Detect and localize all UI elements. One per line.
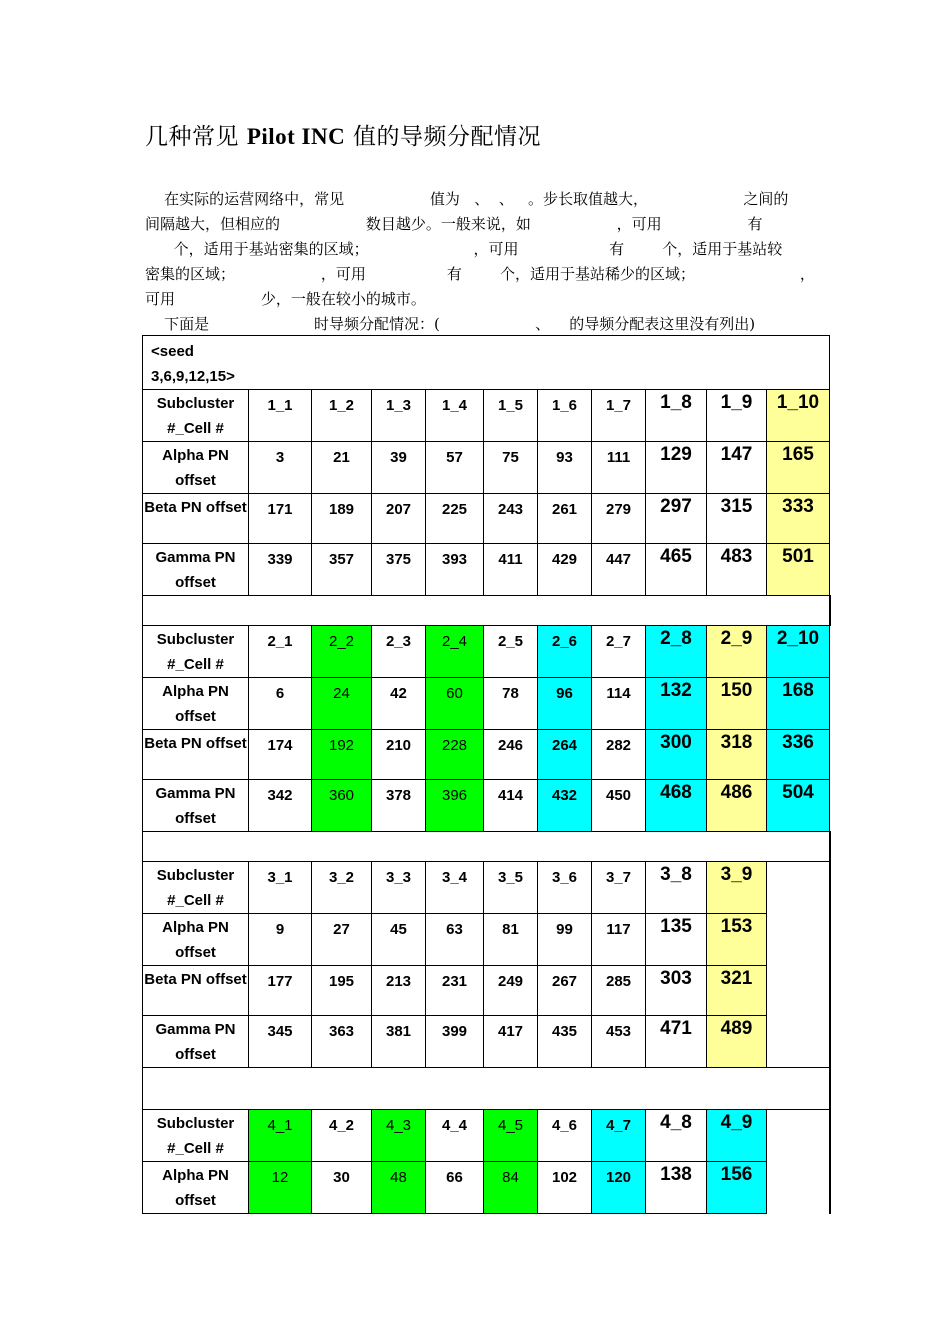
value-cell: 246 bbox=[484, 730, 538, 780]
beta-pn-row bbox=[143, 966, 830, 1016]
spacer-cell bbox=[143, 596, 830, 626]
empty-cell bbox=[767, 1110, 830, 1162]
value-cell: 1_1 bbox=[249, 390, 312, 442]
value-cell: 3_5 bbox=[484, 862, 538, 914]
seed-cell: <seed 3,6,9,12,15> bbox=[143, 336, 249, 390]
value-cell: 4_7 bbox=[592, 1110, 646, 1162]
value-cell: 117 bbox=[592, 914, 646, 966]
row-label: Alpha PN offset bbox=[143, 678, 249, 730]
value-cell: 303 bbox=[646, 966, 707, 1016]
value-cell: 96 bbox=[538, 678, 592, 730]
value-cell: 45 bbox=[372, 914, 426, 966]
title-suffix: 值的导频分配情况 bbox=[353, 124, 542, 150]
value-cell: 2_9 bbox=[707, 626, 767, 678]
title-prefix: 几种常见 bbox=[145, 124, 239, 150]
paragraph-line: 下面是 时导频分配情况：( 、 的导频分配表这里没有列出) bbox=[145, 315, 756, 333]
value-cell: 345 bbox=[249, 1016, 312, 1068]
spacer-row bbox=[143, 832, 830, 862]
value-cell: 120 bbox=[592, 1162, 646, 1214]
empty-cell bbox=[767, 966, 830, 1016]
value-cell: 3_6 bbox=[538, 862, 592, 914]
value-cell: 225 bbox=[426, 494, 484, 544]
value-cell: 342 bbox=[249, 780, 312, 832]
value-cell: 1_3 bbox=[372, 390, 426, 442]
value-cell: 243 bbox=[484, 494, 538, 544]
row-label: Gamma PN offset bbox=[143, 1016, 249, 1068]
value-cell: 63 bbox=[426, 914, 484, 966]
value-cell: 4_4 bbox=[426, 1110, 484, 1162]
value-cell: 138 bbox=[646, 1162, 707, 1214]
value-cell: 192 bbox=[312, 730, 372, 780]
value-cell: 4_5 bbox=[484, 1110, 538, 1162]
value-cell: 3_7 bbox=[592, 862, 646, 914]
value-cell: 3_4 bbox=[426, 862, 484, 914]
row-label: Beta PN offset bbox=[143, 494, 249, 544]
value-cell: 501 bbox=[767, 544, 830, 596]
value-cell: 432 bbox=[538, 780, 592, 832]
empty-cell bbox=[767, 1162, 830, 1214]
value-cell: 3_2 bbox=[312, 862, 372, 914]
value-cell: 27 bbox=[312, 914, 372, 966]
value-cell: 1_2 bbox=[312, 390, 372, 442]
value-cell: 81 bbox=[484, 914, 538, 966]
value-cell: 42 bbox=[372, 678, 426, 730]
value-cell: 447 bbox=[592, 544, 646, 596]
value-cell: 4_8 bbox=[646, 1110, 707, 1162]
alpha-pn-row bbox=[143, 678, 830, 730]
value-cell: 4_1 bbox=[249, 1110, 312, 1162]
subcluster-row bbox=[143, 1110, 830, 1162]
value-cell: 465 bbox=[646, 544, 707, 596]
value-cell: 1_5 bbox=[484, 390, 538, 442]
value-cell: 414 bbox=[484, 780, 538, 832]
paragraph-line: 密集的区域； ，可用 有 个，适用于基站稀少的区域； ， bbox=[145, 265, 815, 283]
value-cell: 78 bbox=[484, 678, 538, 730]
value-cell: 4_6 bbox=[538, 1110, 592, 1162]
value-cell: 486 bbox=[707, 780, 767, 832]
value-cell: 483 bbox=[707, 544, 767, 596]
value-cell: 174 bbox=[249, 730, 312, 780]
value-cell: 1_7 bbox=[592, 390, 646, 442]
row-label: Subcluster #_Cell # bbox=[143, 1110, 249, 1162]
value-cell: 21 bbox=[312, 442, 372, 494]
value-cell: 249 bbox=[484, 966, 538, 1016]
value-cell: 315 bbox=[707, 494, 767, 544]
row-label: Gamma PN offset bbox=[143, 544, 249, 596]
value-cell: 333 bbox=[767, 494, 830, 544]
title-bold: Pilot INC bbox=[246, 124, 346, 149]
value-cell: 267 bbox=[538, 966, 592, 1016]
subcluster-row bbox=[143, 626, 830, 678]
row-label: Beta PN offset bbox=[143, 730, 249, 780]
value-cell: 300 bbox=[646, 730, 707, 780]
value-cell: 279 bbox=[592, 494, 646, 544]
value-cell: 171 bbox=[249, 494, 312, 544]
value-cell: 285 bbox=[592, 966, 646, 1016]
value-cell: 132 bbox=[646, 678, 707, 730]
value-cell: 450 bbox=[592, 780, 646, 832]
value-cell: 231 bbox=[426, 966, 484, 1016]
value-cell: 3_1 bbox=[249, 862, 312, 914]
paragraph-line: 在实际的运营网络中，常见 值为 、 、 。步长取值越大， 之间的 bbox=[145, 190, 789, 208]
spacer-row bbox=[143, 596, 830, 626]
value-cell: 213 bbox=[372, 966, 426, 1016]
value-cell: 111 bbox=[592, 442, 646, 494]
empty-cell bbox=[767, 1016, 830, 1068]
value-cell: 399 bbox=[426, 1016, 484, 1068]
value-cell: 4_2 bbox=[312, 1110, 372, 1162]
value-cell: 264 bbox=[538, 730, 592, 780]
value-cell: 129 bbox=[646, 442, 707, 494]
beta-pn-row bbox=[143, 730, 830, 780]
value-cell: 2_6 bbox=[538, 626, 592, 678]
row-label: Alpha PN offset bbox=[143, 914, 249, 966]
paragraph-line: 间隔越大，但相应的 数目越少。一般来说，如 ，可用 有 bbox=[145, 215, 763, 233]
value-cell: 4_3 bbox=[372, 1110, 426, 1162]
empty-cell bbox=[767, 862, 830, 914]
value-cell: 1_9 bbox=[707, 390, 767, 442]
value-cell: 435 bbox=[538, 1016, 592, 1068]
value-cell: 150 bbox=[707, 678, 767, 730]
row-label: Beta PN offset bbox=[143, 966, 249, 1016]
value-cell: 2_7 bbox=[592, 626, 646, 678]
value-cell: 339 bbox=[249, 544, 312, 596]
value-cell: 318 bbox=[707, 730, 767, 780]
row-label: Alpha PN offset bbox=[143, 1162, 249, 1214]
value-cell: 93 bbox=[538, 442, 592, 494]
value-cell: 1_4 bbox=[426, 390, 484, 442]
value-cell: 168 bbox=[767, 678, 830, 730]
seed-spacer bbox=[249, 336, 830, 390]
value-cell: 60 bbox=[426, 678, 484, 730]
value-cell: 2_1 bbox=[249, 626, 312, 678]
value-cell: 468 bbox=[646, 780, 707, 832]
value-cell: 282 bbox=[592, 730, 646, 780]
value-cell: 1_8 bbox=[646, 390, 707, 442]
alpha-pn-row bbox=[143, 442, 830, 494]
value-cell: 396 bbox=[426, 780, 484, 832]
value-cell: 12 bbox=[249, 1162, 312, 1214]
value-cell: 336 bbox=[767, 730, 830, 780]
value-cell: 393 bbox=[426, 544, 484, 596]
gamma-pn-row bbox=[143, 780, 830, 832]
value-cell: 417 bbox=[484, 1016, 538, 1068]
value-cell: 210 bbox=[372, 730, 426, 780]
value-cell: 57 bbox=[426, 442, 484, 494]
value-cell: 48 bbox=[372, 1162, 426, 1214]
value-cell: 195 bbox=[312, 966, 372, 1016]
pn-allocation-table bbox=[142, 335, 831, 1214]
value-cell: 2_10 bbox=[767, 626, 830, 678]
spacer-row bbox=[143, 1068, 830, 1110]
value-cell: 9 bbox=[249, 914, 312, 966]
spacer-cell bbox=[143, 832, 830, 862]
value-cell: 6 bbox=[249, 678, 312, 730]
value-cell: 3 bbox=[249, 442, 312, 494]
alpha-pn-row bbox=[143, 1162, 830, 1214]
page-title bbox=[145, 118, 541, 151]
pn-allocation-table-wrapper bbox=[142, 335, 831, 1214]
row-label: Gamma PN offset bbox=[143, 780, 249, 832]
gamma-pn-row bbox=[143, 544, 830, 596]
value-cell: 4_9 bbox=[707, 1110, 767, 1162]
value-cell: 207 bbox=[372, 494, 426, 544]
value-cell: 228 bbox=[426, 730, 484, 780]
value-cell: 375 bbox=[372, 544, 426, 596]
seed-row bbox=[143, 336, 830, 390]
value-cell: 357 bbox=[312, 544, 372, 596]
value-cell: 2_4 bbox=[426, 626, 484, 678]
value-cell: 189 bbox=[312, 494, 372, 544]
row-label: Subcluster #_Cell # bbox=[143, 862, 249, 914]
value-cell: 504 bbox=[767, 780, 830, 832]
row-label: Subcluster #_Cell # bbox=[143, 626, 249, 678]
subcluster-row bbox=[143, 390, 830, 442]
value-cell: 429 bbox=[538, 544, 592, 596]
value-cell: 99 bbox=[538, 914, 592, 966]
value-cell: 453 bbox=[592, 1016, 646, 1068]
value-cell: 66 bbox=[426, 1162, 484, 1214]
value-cell: 261 bbox=[538, 494, 592, 544]
value-cell: 411 bbox=[484, 544, 538, 596]
value-cell: 363 bbox=[312, 1016, 372, 1068]
value-cell: 3_8 bbox=[646, 862, 707, 914]
value-cell: 2_8 bbox=[646, 626, 707, 678]
paragraph-line: 个，适用于基站密集的区域； ，可用 有 个，适用于基站较 bbox=[145, 240, 783, 258]
value-cell: 39 bbox=[372, 442, 426, 494]
value-cell: 360 bbox=[312, 780, 372, 832]
value-cell: 297 bbox=[646, 494, 707, 544]
value-cell: 3_3 bbox=[372, 862, 426, 914]
value-cell: 156 bbox=[707, 1162, 767, 1214]
value-cell: 84 bbox=[484, 1162, 538, 1214]
value-cell: 75 bbox=[484, 442, 538, 494]
row-label: Subcluster #_Cell # bbox=[143, 390, 249, 442]
value-cell: 135 bbox=[646, 914, 707, 966]
gamma-pn-row bbox=[143, 1016, 830, 1068]
row-label: Alpha PN offset bbox=[143, 442, 249, 494]
value-cell: 177 bbox=[249, 966, 312, 1016]
paragraph-line: 可用 少，一般在较小的城市。 bbox=[145, 290, 426, 308]
value-cell: 2_3 bbox=[372, 626, 426, 678]
value-cell: 321 bbox=[707, 966, 767, 1016]
value-cell: 1_6 bbox=[538, 390, 592, 442]
value-cell: 378 bbox=[372, 780, 426, 832]
subcluster-row bbox=[143, 862, 830, 914]
spacer-cell bbox=[143, 1068, 830, 1110]
value-cell: 165 bbox=[767, 442, 830, 494]
value-cell: 1_10 bbox=[767, 390, 830, 442]
beta-pn-row bbox=[143, 494, 830, 544]
value-cell: 153 bbox=[707, 914, 767, 966]
alpha-pn-row bbox=[143, 914, 830, 966]
value-cell: 30 bbox=[312, 1162, 372, 1214]
value-cell: 147 bbox=[707, 442, 767, 494]
value-cell: 2_2 bbox=[312, 626, 372, 678]
value-cell: 489 bbox=[707, 1016, 767, 1068]
empty-cell bbox=[767, 914, 830, 966]
value-cell: 3_9 bbox=[707, 862, 767, 914]
value-cell: 381 bbox=[372, 1016, 426, 1068]
value-cell: 24 bbox=[312, 678, 372, 730]
value-cell: 471 bbox=[646, 1016, 707, 1068]
value-cell: 2_5 bbox=[484, 626, 538, 678]
value-cell: 114 bbox=[592, 678, 646, 730]
value-cell: 102 bbox=[538, 1162, 592, 1214]
